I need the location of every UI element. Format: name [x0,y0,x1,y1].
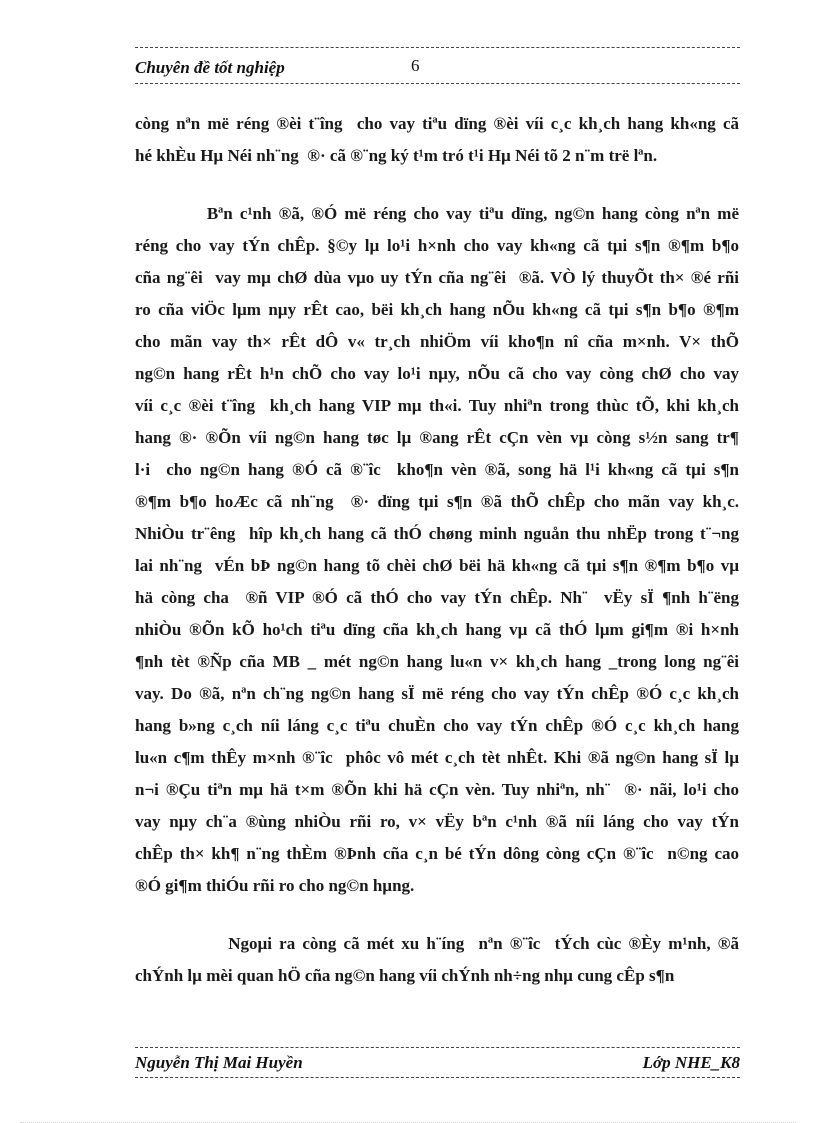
body-text [135,108,739,992]
paragraph [135,108,739,172]
text-line: n¬i ®Çu tiªn mµ hä t×m ®Õn khi hä cÇn vèn. Tuy nhiªn, nh¨ ®· nãi, lo¹i cho [135,780,739,799]
paragraph-gap [135,902,739,928]
text-line: hang ®· ®Õn víi ng©n hang tøc lµ ®ang rÊt cÇn vèn vµ còng s½n sang tr¶ [135,428,739,447]
footer-rule-bottom [135,1077,740,1078]
header-title: Chuyên đề tốt nghiệp [135,58,285,77]
text-line: lai nh¨ng vÉn bÞ ng©n hang tõ chèi chØ bëi hä kh«ng cã tµi s¶n ®¶m b¶o vµ [135,556,739,575]
text-line: vay. Do ®ã, nªn ch¨ng ng©n hang sÏ më réng cho vay tÝn chÊp ®Ó c¸c kh¸ch [135,684,739,703]
page-number: 6 [411,56,420,75]
text-line: ®Ó gi¶m thiÓu rñi ro cho ng©n hµng. [135,876,415,895]
text-line: hä còng cha ®ñ VIP ®Ó cã thÓ cho vay tÝn chÊp. Nh¨ vËy sÏ ¶nh h¨ëng [135,588,739,607]
text-line: ®¶m b¶o hoÆc cã nh¨ng ®· dïng tµi s¶n ®ã thÕ chÊp cho mãn vay kh¸c. [135,492,739,511]
paragraph-gap [135,172,739,198]
paragraph [135,928,739,992]
text-line: chÝnh lµ mèi quan hÖ cña ng©n hang víi chÝnh nh÷ng nhµ cung cÊp s¶n [135,966,675,985]
text-line: hang b»ng c¸ch níi láng c¸c tiªu chuÈn cho vay tÝn chÊp ®Ó c¸c kh¸ch hang [135,716,739,735]
text-line: hé khÈu Hµ Néi nh¨ng ®· cã ®¨ng ký t¹m tró t¹i Hµ Néi tõ 2 n¨m trë lªn. [135,146,658,165]
text-line: NhiÒu tr¨êng hîp kh¸ch hang cã thÓ chøng minh nguån thu nhËp trong t¨¬ng [135,524,739,543]
text-line: ¶nh tèt ®Ñp cña MB _ mét ng©n hang lu«n v× kh¸ch hang _trong long ng¨êi [135,652,739,671]
footer-author: Nguyễn Thị Mai Huyền [135,1053,303,1072]
text-line: vay nµy ch¨a ®ùng nhiÒu rñi ro, v× vËy bªn c¹nh ®ã níi láng cho vay tÝn [135,812,739,831]
text-line: Ngoµi ra còng cã mét xu h¨íng nªn ®¨îc tÝch cùc ®Èy m¹nh, ®ã [135,934,739,953]
text-line: víi c¸c ®èi t¨îng kh¸ch hang VIP mµ th«i. Tuy nhiªn trong thùc tÕ, khi kh¸ch [135,396,739,415]
footer-class: Lớp NHE_K8 [642,1053,740,1072]
text-line: lu«n c¶m thÊy m×nh ®¨îc phôc vô mét c¸ch tèt nhÊt. Khi ®ã ng©n hang sÏ lµ [135,748,739,767]
text-line: ro cña viÖc lµm nµy rÊt cao, bëi kh¸ch hang nÕu kh«ng cã tµi s¶n b¶o ®¶m [135,300,739,319]
text-line: Bªn c¹nh ®ã, ®Ó më réng cho vay tiªu dïng, ng©n hang còng nªn më [135,204,739,223]
text-line: cña ng¨êi vay mµ chØ dùa vµo uy tÝn cña ng¨êi ®ã. VÒ lý thuyÕt th× ®é rñi [135,268,739,287]
footer-rule-top [135,1047,740,1048]
text-line: nhiÒu ®Õn kÕ ho¹ch tiªu dïng cña kh¸ch hang vµ cã thÓ lµm gi¶m ®i h×nh [135,620,739,639]
text-line: còng nªn më réng ®èi t¨îng cho vay tiªu dïng ®èi víi c¸c kh¸ch hang kh«ng cã [135,114,739,133]
text-line: réng cho vay tÝn chÊp. §©y lµ lo¹i h×nh cho vay kh«ng cã tµi s¶n ®¶m b¶o [135,236,739,255]
text-line: chÊp th× kh¶ n¨ng thÈm ®Þnh cña c¸n bé tÝn dông còng cÇn ®¨îc n©ng cao [135,844,739,863]
text-line: l·i cho ng©n hang ®Ó cã ®¨îc kho¶n vèn ®ã, song hä l¹i kh«ng cã tµi s¶n [135,460,739,479]
header-rule-bottom [135,83,740,84]
text-line: cho mãn vay th× rÊt dÔ v« tr¸ch nhiÖm víi kho¶n nî cña m×nh. V× thÕ [135,332,739,351]
text-line: ng©n hang rÊt h¹n chÕ cho vay lo¹i nµy, nÕu cã cho vay còng chØ cho vay [135,364,739,383]
paragraph [135,198,739,902]
header-rule-top [135,47,740,48]
